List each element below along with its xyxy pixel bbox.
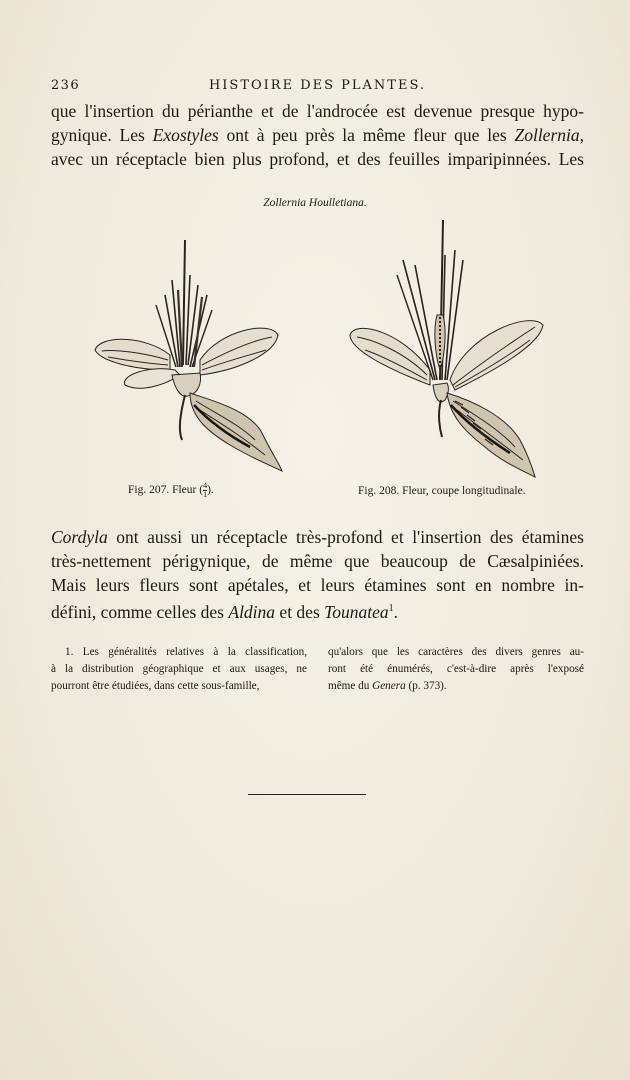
footnote-line: même du Genera (p. 373). — [328, 680, 447, 692]
running-title: HISTOIRE DES PLANTES. — [208, 78, 427, 93]
text-line: gynique. Les Exostyles ont à peu près la même fleur que les Zollernia, — [51, 125, 584, 145]
figure-207-caption: Fig. 207. Fleur ( $\frac{4}{1}$ ). — [128, 481, 214, 499]
footnote-line: 1. Les généralités relatives à la classification, — [65, 646, 307, 658]
genus-name: Exostyles — [152, 125, 219, 145]
page-number: 236 — [51, 78, 81, 93]
genus-name: Tounatea — [324, 601, 389, 622]
figure-207-illustration — [90, 235, 290, 475]
footnote-marker: 1 — [388, 603, 394, 614]
text-line: très-nettement périgynique, de même que beaucoup de Cæsalpiniées. — [51, 551, 584, 571]
figure-title: Zollernia Houlletiana. — [263, 197, 367, 209]
scale-fraction: $\frac{4}{1}$ — [203, 481, 208, 499]
footnote-right-column — [328, 644, 584, 695]
figure-208-illustration — [345, 215, 550, 480]
paragraph-bottom — [51, 525, 584, 624]
footnote-line: qu'alors que les caractères des divers genres au- — [328, 646, 584, 658]
footnote-line: ront été énumérés, c'est-à-dire après l'exposé — [328, 663, 584, 675]
footnote-line: à la distribution géographique et aux usages, ne — [51, 663, 307, 675]
footnote-left-column — [51, 644, 307, 695]
genus-name: Aldina — [228, 601, 276, 622]
footnote-line: pourront être étudiées, dans cette sous-famille, — [51, 680, 260, 692]
genus-name: Zollernia — [514, 125, 580, 145]
paragraph-top — [51, 99, 584, 171]
text-line: défini, comme celles des Aldina et des Tounatea$^1$. — [51, 601, 399, 622]
text-line: Mais leurs fleurs sont apétales, et leurs étamines sont en nombre in- — [51, 575, 584, 595]
book-title: Genera — [372, 680, 406, 692]
text-line: avec un réceptacle bien plus profond, et des feuilles imparipinnées. Les — [51, 149, 584, 169]
figure-208-caption: Fig. 208. Fleur, coupe longitudinale. — [358, 485, 526, 497]
genus-name: Cordyla — [51, 527, 108, 547]
text-line: que l'insertion du périanthe et de l'androcée est devenue presque hypo- — [51, 101, 584, 121]
page-header — [51, 78, 584, 100]
text-line: Cordyla ont aussi un réceptacle très-profond et l'insertion des étamines — [51, 527, 584, 547]
separator-rule — [248, 794, 366, 795]
